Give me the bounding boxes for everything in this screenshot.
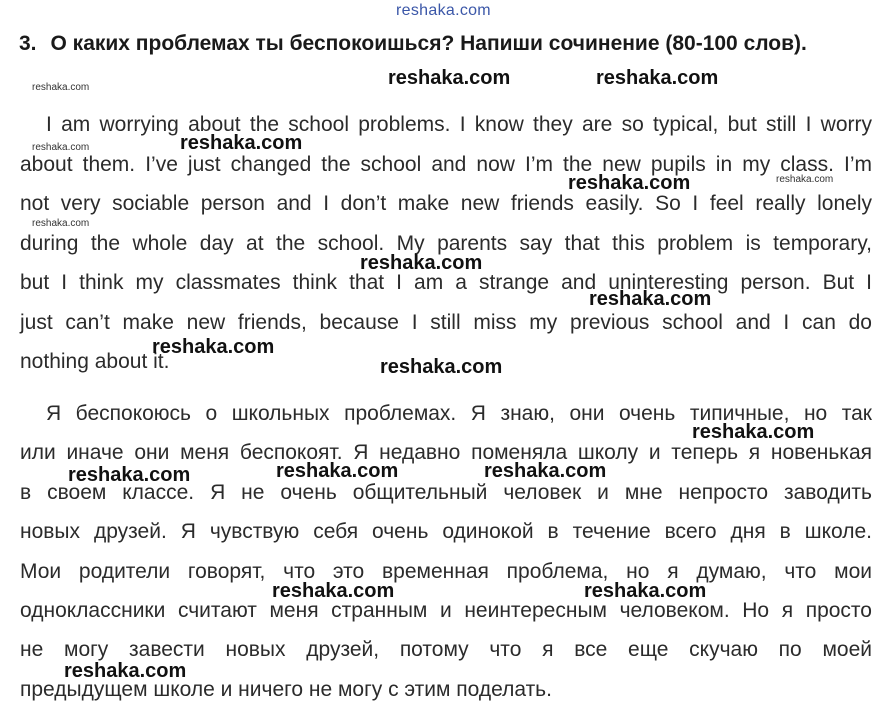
watermark: reshaka.com [32,82,90,93]
essay-line: during the whole day at the school. My parents say that this problem is temporary, [20,231,872,255]
essay-line: not very sociable person and I don’t make new friends easily. So I feel really lonely [20,192,872,215]
watermark: reshaka.com [484,460,607,482]
site-header-link[interactable]: reshaka.com [396,2,491,19]
watermark: reshaka.com [692,421,815,443]
essay-line: одноклассники считают меня странным и неинтересным человеком. Но я просто [20,598,872,622]
watermark: reshaka.com [360,252,483,274]
watermark: reshaka.com [388,67,511,89]
essay-english [20,105,872,382]
watermark: reshaka.com [68,464,191,486]
essay-line: just can’t make new friends, because I still miss my previous school and I can do [20,310,872,334]
watermark: reshaka.com [276,460,399,482]
essay-line: предыдущем школе и ничего не могу с этим поделать. [20,677,552,701]
essay-line: but I think my classmates think that I am a strange and uninteresting person. But I [20,271,872,294]
watermark: reshaka.com [380,356,503,378]
essay-line: в своем классе. Я не очень общительный человек и мне непросто заводить [20,480,872,504]
essay-line: nothing about it. [20,350,170,373]
watermark: reshaka.com [568,172,691,194]
watermark: reshaka.com [32,142,90,153]
watermark: reshaka.com [776,174,834,185]
watermark: reshaka.com [32,218,90,229]
task-text: О каких проблемах ты беспокоишься? Напиши сочинение (80-100 слов). [50,32,807,55]
watermark: reshaka.com [589,288,712,310]
watermark: reshaka.com [596,67,719,89]
essay-line: I am worrying about the school problems. I know they are so typical, but still I worry [46,113,872,136]
essay-line: новых друзей. Я чувствую себя очень одинокой в течение всего дня в школе. [20,520,872,544]
essay-line: Мои родители говорят, что это временная проблема, но я думаю, что мои [20,559,872,583]
essay-line: не могу завести новых друзей, потому что я все еще скучаю по моей [20,638,872,662]
essay-line: Я беспокоюсь о школьных проблемах. Я знаю, они очень типичные, но так [46,402,872,425]
watermark: reshaka.com [152,336,275,358]
watermark: reshaka.com [272,580,395,602]
task-number: 3. [19,32,37,55]
watermark: reshaka.com [180,132,303,154]
essay-line: или иначе они меня беспокоят. Я недавно поменяла школу и теперь я новенькая [20,441,872,465]
watermark: reshaka.com [584,580,707,602]
task-heading [19,32,807,56]
watermark: reshaka.com [64,660,187,682]
essay-line: about them. I’ve just changed the school and now I’m the new pupils in my class. I’m [20,152,872,176]
